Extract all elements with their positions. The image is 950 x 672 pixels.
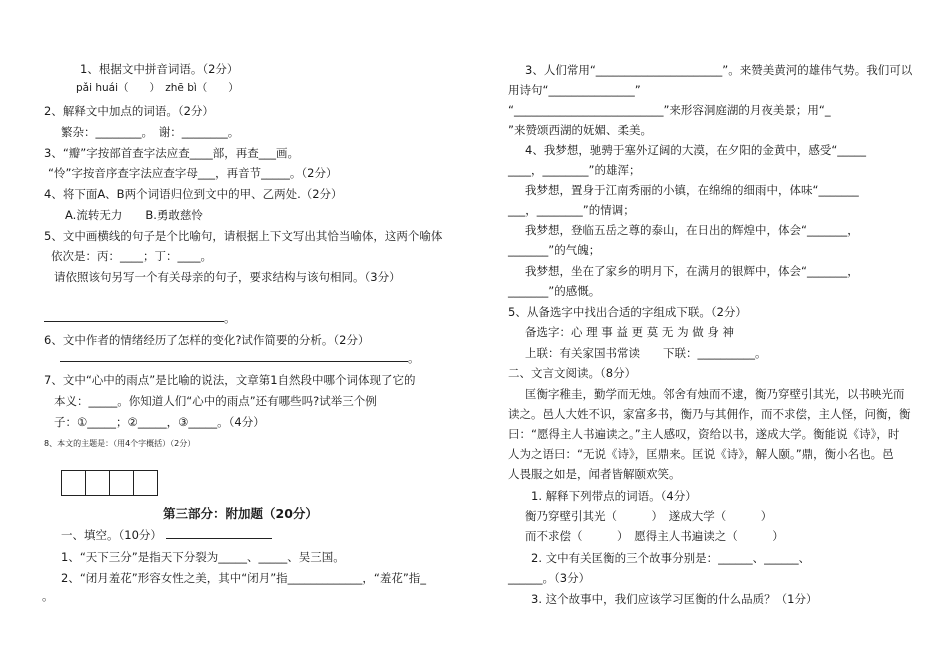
- sub-question-1: 1. 解释下列带点的词语。（4分）: [531, 489, 697, 503]
- question-5-line1: 5、文中画横线的句子是个比喻句，请根据上下文写出其恰当喻体，这两个喻体: [44, 229, 443, 243]
- right-question-5-couplet: 上联：有关家国书常读 下联：__________。: [525, 346, 767, 360]
- fill-in-heading: 一、填空。（10分）: [61, 527, 272, 542]
- section-2-title: 二、文言文阅读。（8分）: [508, 366, 637, 380]
- fill-question-1: 1、“天下三分”是指天下分裂为_____、_____、吴三国。: [61, 550, 345, 564]
- right-question-4-line3: 我梦想，置身于江南秀丽的小镇，在绵绵的细雨中，体味“_______: [525, 183, 859, 197]
- answer-box[interactable]: [109, 470, 134, 496]
- right-question-4-line8: _______”的感慨。: [508, 284, 601, 298]
- question-4: 4、将下面A、B两个词语归位到文中的甲、乙两处.（2分）: [44, 187, 343, 201]
- right-question-3-line4: ”来赞颂西湖的妩媚、柔美。: [508, 123, 652, 137]
- question-8: 8、本文的主题是：（用4个字概括）（2分）: [44, 439, 196, 448]
- right-question-4-line7: 我梦想，坐在了家乡的明月下，在满月的银辉中，体会“_______，: [525, 264, 859, 278]
- question-7-line1: 7、文中“心中的雨点”是比喻的说法，文章第1自然段中哪个词体现了它的: [44, 373, 416, 387]
- question-5-line3: 请依照该句另写一个有关母亲的句子，要求结构与该句相同。（3分）: [54, 270, 401, 284]
- fill-question-2-end: 。: [42, 589, 54, 603]
- sub-question-2-line2: ______。（3分）: [508, 571, 591, 585]
- question-2: 2、解释文中加点的词语。（2分）: [44, 104, 214, 118]
- question-3-line2: “怜”字按音序查字法应查字母___，再音节_____。（2分）: [48, 166, 338, 180]
- sub-question-1-line2: 而不求偿（ ） 愿得主人书遍读之（ ）: [525, 529, 784, 543]
- answer-box[interactable]: [133, 470, 158, 496]
- question-5-line2: 依次是：丙：____；丁：____。: [51, 249, 212, 263]
- right-question-3-line3: “__________________________”来形容洞庭湖的月夜美景；用“_: [508, 103, 831, 117]
- right-question-4-line5: 我梦想，登临五岳之尊的泰山，在日出的辉煌中，体会“_______，: [525, 223, 859, 237]
- passage-line-3: 曰：“愿得主人书遍读之。”主人感叹，资给以书，遂成大学。衡能说《诗》，时: [508, 427, 900, 441]
- question-1: 1、根据文中拼音词语。（2分）: [80, 62, 239, 76]
- question-7-line3: 子：①_____；②_____，③_____。（4分）: [54, 415, 265, 429]
- passage-line-4: 人为之语曰：“无说《诗》，匡鼎来。匡说《诗》，解人颐。”鼎，衡小名也。邑: [508, 447, 894, 461]
- left-column: [0, 0, 443, 672]
- question-3-line1: 3、“瓣”字按部首查字法应查____部，再查___画。: [44, 146, 299, 160]
- right-question-4-line2: ____，________”的雄浑；: [508, 163, 641, 177]
- sub-question-3: 3. 这个故事中，我们应该学习匡衡的什么品质？（1分）: [531, 592, 818, 606]
- passage-line-2: 读之。邑人大姓不识，家富多书，衡乃与其佣作，而不求偿，主人怪，问衡，衡: [508, 407, 911, 421]
- question-5-answer-line[interactable]: 。: [44, 310, 236, 325]
- sub-question-1-line1: 衡乃穿壁引其光（ ） 遂成大学（ ）: [525, 509, 773, 523]
- question-7-line2: 本义：_____。你知道人们“心中的雨点”还有哪些吗?试举三个例: [54, 394, 377, 408]
- answer-box[interactable]: [85, 470, 110, 496]
- right-question-4-line6: _______”的气魄；: [508, 243, 601, 257]
- question-2-words: 繁杂：________。 谢：________。: [61, 125, 240, 139]
- right-question-5-chars: 备选字：心 理 事 益 更 莫 无 为 做 身 神: [525, 325, 735, 339]
- theme-answer-boxes[interactable]: [61, 470, 157, 496]
- right-column: [478, 0, 938, 672]
- right-question-4-line1: 4、我梦想，驰骋于塞外辽阔的大漠，在夕阳的金黄中，感受“_____: [525, 143, 867, 157]
- right-question-5: 5、从备选字中找出合适的字组成下联。（2分）: [508, 305, 747, 319]
- question-1-pinyin: pǎi huái（ ） zhē bì（ ）: [76, 82, 239, 94]
- part-3-title: 第三部分：附加题（20分）: [163, 506, 318, 521]
- sub-question-2-line1: 2. 文中有关匡衡的三个故事分别是：______、______、: [531, 551, 811, 565]
- right-question-3-line2: 用诗句“_______________”: [508, 83, 641, 97]
- passage-line-5: 人畏服之如是，闻者皆解颐欢笑。: [508, 467, 681, 481]
- right-question-3-line1: 3、人们常用“______________________”。来赞美黄河的雄伟气势。我们可以: [525, 63, 913, 77]
- question-6-answer-line[interactable]: 。: [60, 350, 420, 365]
- passage-line-1: 匡衡字稚圭，勤学而无烛。邻舍有烛而不逮，衡乃穿壁引其光，以书映光而: [525, 387, 905, 401]
- answer-box[interactable]: [61, 470, 86, 496]
- question-4-options: A.流转无力 B.勇敢慈怜: [65, 208, 203, 222]
- fill-question-2: 2、“闭月羞花”形容女性之美，其中“闭月”指_____________，“羞花”指_: [61, 571, 427, 585]
- right-question-4-line4: ___，________”的情调；: [508, 203, 635, 217]
- question-6: 6、文中作者的情绪经历了怎样的变化?试作简要的分析。（2分）: [44, 333, 370, 347]
